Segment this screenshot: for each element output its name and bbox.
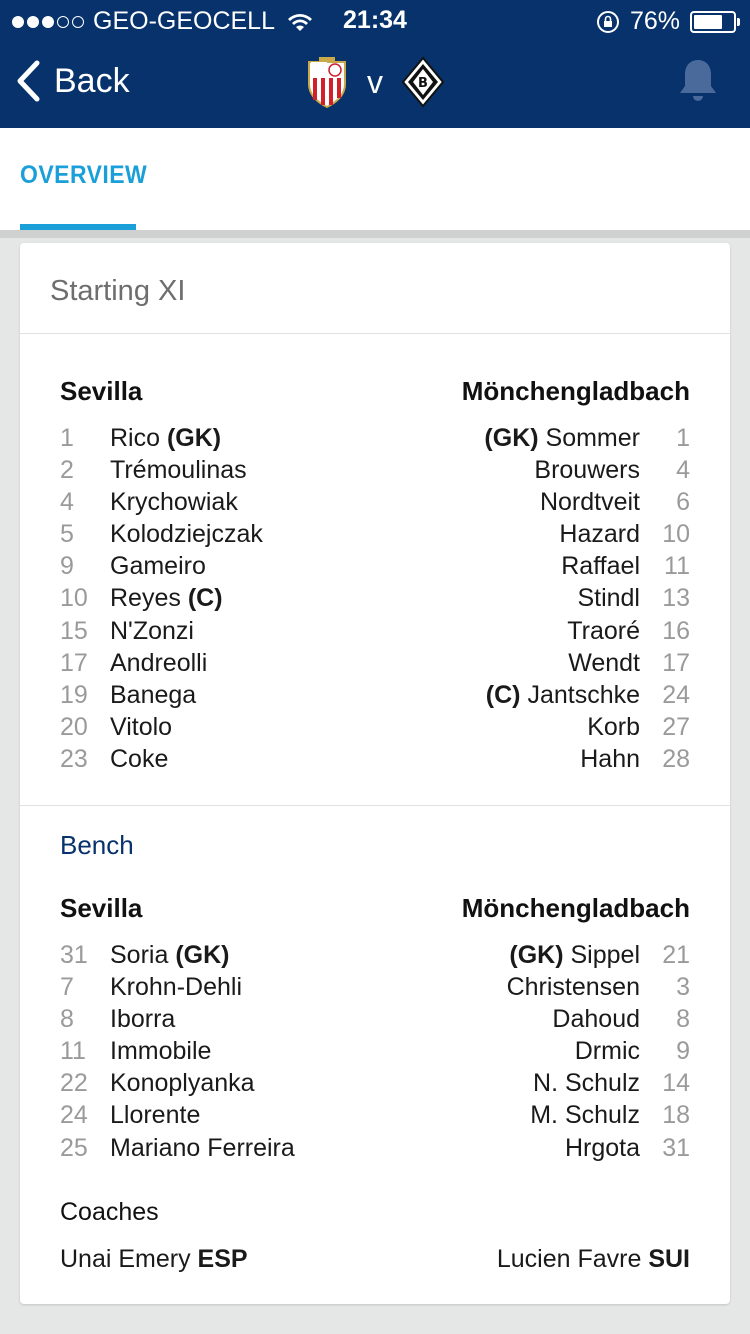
- tab-bar: [0, 128, 750, 230]
- away-player: [565, 1134, 640, 1163]
- away-player-name: Hazard: [559, 520, 640, 549]
- away-coach-name: Lucien Favre: [496, 1245, 642, 1273]
- home-player-name: Gameiro: [110, 552, 206, 581]
- lineup-row: [60, 681, 690, 713]
- home-player-number: 20: [60, 712, 88, 741]
- lineup-row: [60, 552, 690, 584]
- home-player-number: 11: [60, 1037, 86, 1066]
- home-player-name: N'Zonzi: [110, 616, 194, 645]
- home-player-role: (GK): [175, 941, 230, 969]
- sevilla-crest-icon: [305, 56, 349, 108]
- battery-fill: [694, 15, 722, 29]
- away-player-name: Traoré: [567, 616, 640, 645]
- lineup-row: [60, 1005, 690, 1037]
- tab-overview[interactable]: [20, 128, 148, 230]
- rotation-lock-icon: [596, 10, 620, 34]
- away-player: [567, 617, 640, 646]
- status-right: [596, 7, 736, 36]
- away-player-name: Jantschke: [527, 680, 640, 709]
- away-player-number: 27: [662, 712, 690, 741]
- away-player-number: 9: [676, 1037, 690, 1066]
- bench-home-team: Sevilla: [60, 893, 143, 923]
- lineup-row: [60, 1101, 690, 1133]
- home-player-number: 1: [60, 424, 74, 452]
- away-player-name: Hrgota: [564, 1133, 640, 1162]
- home-player: [110, 424, 221, 453]
- away-player-name: Brouwers: [534, 456, 640, 485]
- starting-lineup-list: [60, 424, 690, 777]
- home-player-name: Mariano Ferreira: [110, 1133, 295, 1162]
- away-player: [484, 424, 640, 453]
- away-player-number: 14: [662, 1069, 690, 1098]
- home-player-name: Banega: [110, 680, 197, 709]
- home-player-name: Reyes: [110, 584, 181, 613]
- status-bar: [0, 0, 750, 40]
- away-player-number: 6: [676, 488, 690, 517]
- away-player: [552, 1005, 640, 1034]
- away-player-number: 3: [676, 973, 690, 1002]
- home-player-role: (C): [187, 584, 223, 613]
- bench-list: [60, 941, 690, 1166]
- home-player-name: Konoplyanka: [110, 1069, 255, 1098]
- home-player-number: 9: [60, 552, 74, 581]
- lineup-row: [60, 584, 690, 616]
- home-player-number: 2: [60, 456, 74, 485]
- away-player-number: 4: [676, 456, 690, 485]
- vs-label: v: [367, 63, 383, 100]
- home-player-number: 24: [60, 1101, 88, 1130]
- lineup-row: [60, 520, 690, 552]
- away-player-name: Stindl: [577, 584, 640, 613]
- away-player-name: Raffael: [561, 552, 640, 581]
- home-player-name: Vitolo: [110, 712, 173, 741]
- battery-percent: 76%: [629, 7, 680, 35]
- away-player: [580, 745, 640, 774]
- battery-icon: [690, 11, 736, 33]
- away-player: [577, 584, 640, 613]
- starting-away-team: Mönchengladbach: [461, 376, 690, 406]
- away-coach-nationality: SUI: [648, 1245, 690, 1273]
- home-player-number: 23: [60, 744, 88, 773]
- home-player: [110, 1037, 211, 1066]
- home-player: [110, 552, 206, 581]
- tab-bar-shadow: [0, 230, 750, 238]
- away-player-number: 8: [676, 1005, 690, 1034]
- away-player: [561, 552, 640, 581]
- home-coach-nationality: ESP: [197, 1245, 248, 1273]
- lineup-row: [60, 745, 690, 777]
- home-player: [110, 584, 223, 613]
- bench-away-team: Mönchengladbach: [461, 893, 690, 923]
- lineup-row: [60, 488, 690, 520]
- starting-home-team: Sevilla: [60, 376, 143, 406]
- back-label: Back: [54, 61, 130, 100]
- svg-text:B: B: [418, 76, 428, 91]
- away-player: [533, 1069, 640, 1098]
- home-player-number: 22: [60, 1069, 88, 1098]
- home-player-name: Soria: [110, 941, 169, 969]
- away-player-name: M. Schulz: [530, 1101, 640, 1130]
- home-player: [110, 1134, 295, 1163]
- away-player-name: Drmic: [574, 1037, 640, 1066]
- battery-tip: [737, 18, 740, 26]
- away-player-number: 16: [662, 616, 690, 645]
- home-player-number: 25: [60, 1133, 88, 1162]
- away-player: [540, 488, 640, 517]
- home-player-name: Llorente: [110, 1101, 201, 1130]
- away-player-name: Hahn: [580, 744, 640, 773]
- lineup-row: [60, 1069, 690, 1101]
- home-player-name: Andreolli: [110, 648, 208, 677]
- section-divider: [20, 805, 730, 806]
- home-player-name: Kolodziejczak: [110, 520, 263, 549]
- home-player-name: Coke: [110, 744, 169, 773]
- coaches-title: Coaches: [60, 1198, 159, 1226]
- away-player: [509, 941, 640, 970]
- home-player: [110, 1069, 255, 1098]
- home-player: [110, 617, 194, 646]
- bench-title: Bench: [60, 830, 134, 860]
- lineup-row: [60, 424, 690, 456]
- away-player: [587, 713, 640, 742]
- away-player-name: Christensen: [506, 973, 640, 1002]
- away-player-name: Sippel: [570, 941, 640, 969]
- away-player-role: (C): [485, 680, 521, 709]
- away-player-number: 10: [662, 520, 690, 549]
- card-title: Starting XI: [50, 275, 186, 307]
- home-player-number: 8: [60, 1005, 74, 1034]
- home-player: [110, 973, 242, 1002]
- home-player-name: Immobile: [110, 1037, 212, 1066]
- home-player: [110, 713, 172, 742]
- status-time: 21:34: [343, 6, 407, 34]
- home-player: [110, 941, 229, 970]
- away-player-number: 17: [662, 648, 690, 677]
- lineup-row: [60, 713, 690, 745]
- away-player-name: Dahoud: [552, 1005, 640, 1034]
- home-player-name: Krohn-Dehli: [110, 973, 243, 1002]
- home-player-number: 10: [60, 584, 88, 613]
- home-player: [110, 1005, 175, 1034]
- home-player-number: 17: [60, 648, 88, 677]
- gladbach-crest-icon: [401, 56, 445, 108]
- lineup-card: [20, 243, 730, 1304]
- home-player-name: Rico: [110, 424, 161, 452]
- tab-overview-label: OVERVIEW: [20, 161, 148, 189]
- away-player-name: Nordtveit: [539, 488, 640, 517]
- away-player-number: 1: [676, 424, 690, 452]
- lineup-row: [60, 941, 690, 973]
- away-player-number: 18: [662, 1101, 690, 1130]
- away-player-number: 28: [662, 744, 690, 773]
- away-coach: [497, 1245, 690, 1274]
- away-player-name: Sommer: [545, 424, 640, 452]
- home-player-number: 31: [60, 941, 88, 969]
- home-coach-name: Unai Emery: [60, 1245, 191, 1273]
- home-player-role: (GK): [166, 424, 222, 452]
- away-player: [530, 1101, 640, 1130]
- away-player-number: 11: [664, 552, 690, 581]
- bell-icon[interactable]: [676, 56, 720, 104]
- home-player-number: 4: [60, 488, 74, 517]
- home-player: [110, 488, 238, 517]
- nav-bar: [0, 40, 750, 128]
- away-player: [559, 520, 640, 549]
- lineup-row: [60, 1134, 690, 1166]
- home-player: [110, 1101, 200, 1130]
- home-player-number: 15: [60, 616, 88, 645]
- home-player: [110, 649, 207, 678]
- home-player: [110, 520, 263, 549]
- home-coach: [60, 1245, 248, 1274]
- home-player: [110, 681, 196, 710]
- match-crests: [0, 56, 750, 108]
- away-player-name: Korb: [587, 712, 640, 741]
- away-player-role: (GK): [484, 424, 539, 452]
- away-player-number: 21: [662, 941, 690, 969]
- home-player-number: 19: [60, 680, 88, 709]
- away-player-number: 13: [662, 584, 690, 613]
- away-player-role: (GK): [509, 941, 564, 969]
- away-player-number: 24: [662, 680, 690, 709]
- home-player: [110, 745, 168, 774]
- home-player-number: 7: [60, 973, 74, 1002]
- home-player-name: Krychowiak: [110, 488, 238, 517]
- away-player: [486, 681, 640, 710]
- home-player-number: 5: [60, 520, 74, 549]
- away-player: [568, 649, 640, 678]
- home-player-name: Iborra: [110, 1005, 176, 1034]
- lineup-row: [60, 456, 690, 488]
- away-player-name: N. Schulz: [533, 1069, 640, 1098]
- card-divider: [20, 333, 730, 334]
- lineup-row: [60, 973, 690, 1005]
- app-header: [0, 0, 750, 128]
- home-player-name: Trémoulinas: [110, 456, 247, 485]
- away-player-name: Wendt: [568, 648, 640, 677]
- away-player: [575, 1037, 640, 1066]
- lineup-row: [60, 617, 690, 649]
- carrier-name: GEO-GEOCELL: [93, 7, 275, 35]
- home-player: [110, 456, 247, 485]
- lineup-row: [60, 649, 690, 681]
- lineup-row: [60, 1037, 690, 1069]
- away-player-number: 31: [662, 1133, 690, 1162]
- away-player: [507, 973, 640, 1002]
- away-player: [534, 456, 640, 485]
